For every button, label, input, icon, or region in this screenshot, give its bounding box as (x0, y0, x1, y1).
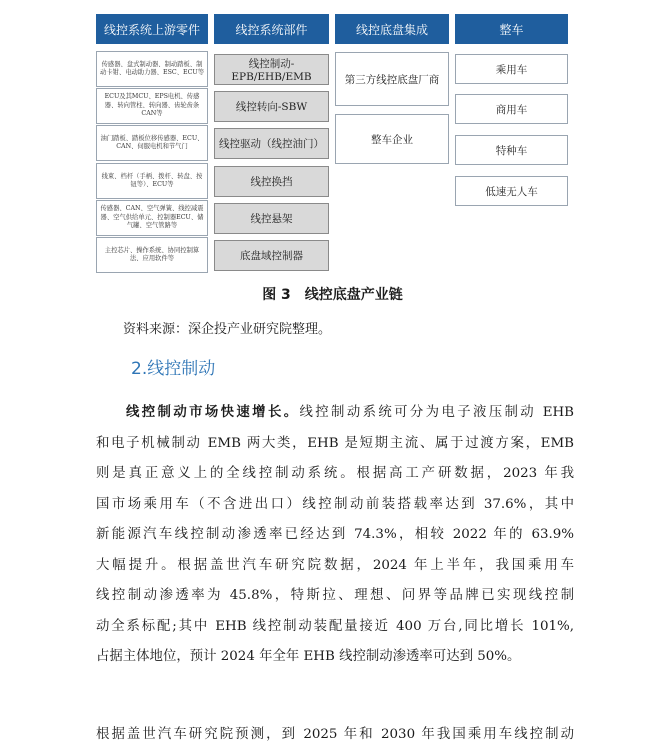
industry-chain-diagram (0, 0, 665, 275)
figure-source: 资料来源：深企投产业研究院整理。 (123, 322, 332, 337)
component-brake-by-wire: 线控制动-EPB/EHB/EMB (214, 54, 329, 85)
integration-oem: 整车企业 (335, 114, 449, 164)
header-vehicle: 整车 (455, 14, 568, 44)
body-paragraph (96, 398, 574, 673)
upstream-shift-parts: 线束、档杆（手柄、拨杆、转盘、按钮等）、ECU等 (96, 163, 208, 199)
paragraph-line: 占据主体地位，预计 2024 年全年 EHB 线控制动渗透率可达到 50%。 (96, 649, 521, 664)
header-chassis-integration: 线控底盘集成 (335, 14, 449, 44)
paragraph-line: 大幅提升。根据盖世汽车研究院数据，2024 年上半年，我国乘用车 (96, 557, 574, 573)
vehicle-commercial: 商用车 (455, 94, 568, 124)
paragraph-lead: 线控制动市场快速增长。 (126, 405, 300, 420)
component-suspension-by-wire: 线控悬架 (214, 203, 329, 234)
paragraph-line: 根据盖世汽车研究院预测，到 2025 年和 2030 年我国乘用车线控制动 (96, 727, 574, 742)
paragraph-line (96, 398, 574, 429)
section-title: 2.线控制动 (131, 359, 216, 379)
upstream-domain-controller-parts: 主控芯片、操作系统、协同控制算法、应用软件等 (96, 237, 208, 273)
paragraph-line: 和电子机械制动 EMB 两大类，EHB 是短期主流、属于过渡方案，EMB (96, 435, 574, 451)
body-paragraph-2 (96, 720, 574, 751)
integration-third-party-supplier: 第三方线控底盘厂商 (335, 52, 449, 106)
vehicle-special: 特种车 (455, 135, 568, 165)
upstream-suspension-parts: 传感器、CAN、空气弹簧、线控减震器、空气供给单元、控制器ECU、储气罐、空气管路等 (96, 200, 208, 236)
paragraph-line: 动全系标配;其中 EHB 线控制动装配量接近 400 万台,同比增长 101%, (96, 618, 574, 634)
vehicle-passenger-car: 乘用车 (455, 54, 568, 84)
paragraph-line: 线控制动渗透率为 45.8%，特斯拉、理想、问界等品牌已实现线控制 (96, 588, 574, 603)
component-steer-by-wire: 线控转向-SBW (214, 91, 329, 122)
component-drive-by-wire: 线控驱动（线控油门） (214, 128, 329, 159)
paragraph-line: 则是真正意义上的全线控制动系统。根据高工产研数据，2023 年我 (96, 466, 574, 481)
component-chassis-domain-controller: 底盘域控制器 (214, 240, 329, 271)
vehicle-low-speed-unmanned: 低速无人车 (455, 176, 568, 206)
header-upstream-parts: 线控系统上游零件 (96, 14, 208, 44)
upstream-brake-parts: 传感器、盘式制动器、制动踏板、制动卡钳、电动助力器、ESC、ECU等 (96, 51, 208, 87)
paragraph-line: 国市场乘用车（不含进出口）线控制动前装搭载率达到 37.6%，其中 (96, 496, 574, 512)
component-shift-by-wire: 线控换挡 (214, 166, 329, 197)
paragraph-line: 新能源汽车线控制动渗透率已经达到 74.3%，相较 2022 年的 63.9% (96, 527, 574, 542)
figure-caption: 图 3 线控底盘产业链 (262, 287, 403, 303)
upstream-steering-parts: ECU及其MCU、EPS电机、传感器、转向管柱、转向器、齿轮齿条CAN等 (96, 88, 208, 124)
header-system-components: 线控系统部件 (214, 14, 329, 44)
upstream-drive-parts: 油门踏板、踏板位移传感器、ECU、CAN、伺服电机和节气门 (96, 125, 208, 161)
paragraph-line-text: 线控制动系统可分为电子液压制动 EHB (299, 405, 575, 420)
